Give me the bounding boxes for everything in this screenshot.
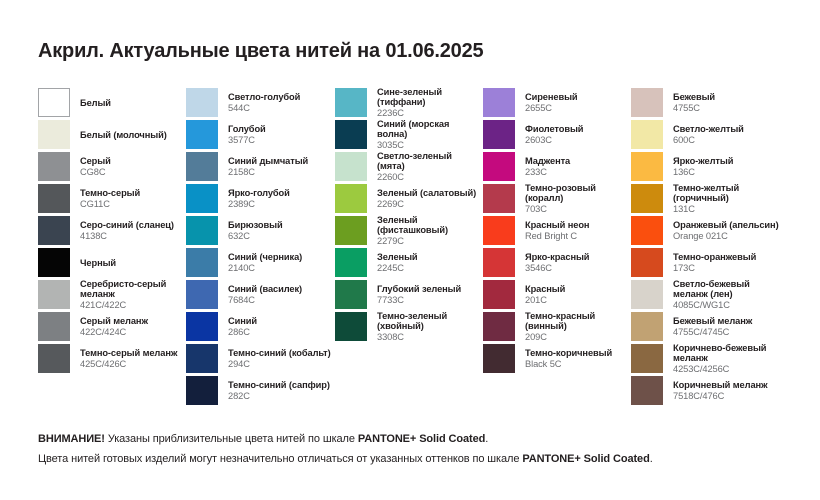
color-code: 632C xyxy=(228,231,250,242)
color-label xyxy=(673,124,779,146)
color-label xyxy=(525,311,629,343)
color-swatch xyxy=(186,120,218,149)
color-label xyxy=(525,284,629,306)
color-code: 173C xyxy=(673,263,695,274)
color-code: 209C xyxy=(525,332,547,343)
color-name: Синий (морская волна) xyxy=(377,118,450,139)
color-label xyxy=(377,215,481,247)
color-code: 4085C/WG1C xyxy=(673,300,730,311)
color-name: Темно-зеленый (хвойный) xyxy=(377,310,448,331)
color-row xyxy=(631,248,779,277)
color-code: 3577C xyxy=(228,135,255,146)
color-code: 421C/422C xyxy=(80,300,127,311)
color-code: CG11C xyxy=(80,199,110,210)
color-swatch xyxy=(186,88,218,117)
footer-line-2 xyxy=(38,450,798,470)
color-label xyxy=(80,220,184,242)
color-label xyxy=(228,124,332,146)
color-label xyxy=(673,92,779,114)
footer-text-segment: Цвета нитей готовых изделий могут незначительно отличаться от указанных оттенков по шкале xyxy=(38,452,523,465)
color-swatch xyxy=(335,280,367,309)
color-swatch xyxy=(483,152,515,181)
color-row xyxy=(186,344,334,373)
color-label xyxy=(80,188,184,210)
color-name: Серый меланж xyxy=(80,315,148,326)
color-code: CG8C xyxy=(80,167,106,178)
color-code: 7684C xyxy=(228,295,255,306)
color-row xyxy=(483,216,631,245)
color-label xyxy=(228,92,332,114)
color-name: Серебристо-серый меланж xyxy=(80,278,167,299)
color-swatch xyxy=(483,216,515,245)
footer-text-segment: Указаны приблизительные цвета нитей по шкале xyxy=(104,433,358,445)
color-row xyxy=(186,152,334,181)
color-label xyxy=(80,130,184,140)
color-label xyxy=(228,380,332,402)
color-code: 2655C xyxy=(525,103,552,114)
color-row xyxy=(335,312,483,341)
color-swatch xyxy=(335,152,367,181)
color-code: 3035C xyxy=(377,140,404,151)
color-swatch xyxy=(38,344,70,373)
color-name: Оранжевый (апельсин) xyxy=(673,219,779,230)
footer-text-segment: PANTONE+ Solid Coated xyxy=(357,433,486,445)
color-row xyxy=(631,152,779,181)
color-label xyxy=(673,252,779,274)
color-label xyxy=(673,220,779,242)
color-name: Коричнево-бежевый меланж xyxy=(673,342,767,363)
color-label xyxy=(673,156,779,178)
color-row xyxy=(38,120,186,149)
color-row xyxy=(335,280,483,309)
color-row xyxy=(483,120,631,149)
color-row xyxy=(483,280,631,309)
color-code: 425C/426C xyxy=(80,359,127,370)
color-swatch xyxy=(631,88,663,117)
color-name: Светло-зеленый (мята) xyxy=(377,150,452,171)
color-swatch xyxy=(631,280,663,309)
color-swatch xyxy=(335,88,367,117)
color-label xyxy=(673,279,779,311)
color-row xyxy=(335,152,483,181)
color-label xyxy=(377,87,481,119)
color-label xyxy=(228,316,332,338)
color-label xyxy=(525,348,629,370)
color-swatch xyxy=(186,152,218,181)
color-name: Красный неон xyxy=(525,219,590,230)
color-code: 2279C xyxy=(377,236,404,247)
color-swatch xyxy=(483,280,515,309)
color-name: Фиолетовый xyxy=(525,123,584,134)
color-label xyxy=(80,348,184,370)
color-swatch xyxy=(631,376,663,405)
color-row xyxy=(38,312,186,341)
footer-note xyxy=(38,430,798,469)
color-label xyxy=(377,311,481,343)
color-swatch xyxy=(335,120,367,149)
color-row xyxy=(38,88,186,117)
color-row xyxy=(186,184,334,213)
color-name: Глубокий зеленый xyxy=(377,283,462,294)
color-swatch xyxy=(335,216,367,245)
color-name: Бирюзовый xyxy=(228,219,283,230)
color-row xyxy=(631,120,779,149)
color-row xyxy=(631,88,779,117)
color-label xyxy=(80,156,184,178)
color-code: 2140C xyxy=(228,263,255,274)
color-code: 544C xyxy=(228,103,250,114)
color-name: Голубой xyxy=(228,123,266,134)
color-name: Белый xyxy=(80,97,111,108)
color-code: 4138C xyxy=(80,231,107,242)
color-label xyxy=(80,279,184,311)
color-label xyxy=(525,124,629,146)
color-swatch xyxy=(186,280,218,309)
color-swatch xyxy=(38,312,70,341)
color-label xyxy=(673,380,779,402)
color-swatch xyxy=(483,120,515,149)
color-name: Темно-красный (винный) xyxy=(525,310,596,331)
color-code: 201C xyxy=(525,295,547,306)
color-swatch xyxy=(631,344,663,373)
color-name: Темно-коричневый xyxy=(525,347,613,358)
color-row xyxy=(335,88,483,117)
color-code: 7518C/476C xyxy=(673,391,725,402)
color-label xyxy=(377,119,481,151)
color-code: 703C xyxy=(525,204,547,215)
color-name: Черный xyxy=(80,257,117,268)
color-code: 286C xyxy=(228,327,250,338)
footer-text-segment: . xyxy=(485,433,489,445)
color-swatch xyxy=(38,280,70,309)
color-name: Светло-бежевый меланж (лен) xyxy=(673,278,750,299)
color-code: 2245C xyxy=(377,263,404,274)
color-label xyxy=(228,188,332,210)
color-name: Темно-серый меланж xyxy=(80,347,178,358)
color-swatch xyxy=(38,152,70,181)
color-label xyxy=(377,252,481,274)
color-row xyxy=(335,248,483,277)
color-label xyxy=(228,252,332,274)
color-name: Ярко-голубой xyxy=(228,187,290,198)
color-name: Ярко-красный xyxy=(525,251,590,262)
color-swatch xyxy=(631,120,663,149)
color-label xyxy=(80,258,184,268)
color-name: Бежевый xyxy=(673,91,716,102)
color-row xyxy=(186,88,334,117)
color-name: Серо-синий (сланец) xyxy=(80,219,174,230)
color-row xyxy=(38,152,186,181)
color-label xyxy=(673,183,779,215)
color-swatch xyxy=(186,312,218,341)
color-row xyxy=(38,344,186,373)
color-swatch xyxy=(335,184,367,213)
color-code: Red Bright C xyxy=(525,231,578,242)
color-row xyxy=(631,216,779,245)
color-swatch xyxy=(631,312,663,341)
color-label xyxy=(228,220,332,242)
color-label xyxy=(525,92,629,114)
color-row xyxy=(631,280,779,309)
color-row xyxy=(631,376,779,405)
color-code: 2236C xyxy=(377,108,404,119)
footer-text-segment: ВНИМАНИЕ! xyxy=(38,433,105,445)
color-name: Ярко-желтый xyxy=(673,155,734,166)
color-swatch xyxy=(483,312,515,341)
color-label xyxy=(525,220,629,242)
color-row xyxy=(38,216,186,245)
color-label xyxy=(228,284,332,306)
color-column xyxy=(631,88,779,408)
color-label xyxy=(525,252,629,274)
color-row xyxy=(335,184,483,213)
color-code: 2389C xyxy=(228,199,255,210)
color-code: 4755C xyxy=(673,103,700,114)
color-row xyxy=(483,152,631,181)
color-swatch xyxy=(186,216,218,245)
color-row xyxy=(186,376,334,405)
color-label xyxy=(80,316,184,338)
color-code: Orange 021C xyxy=(673,231,728,242)
color-name: Зеленый (салатовый) xyxy=(377,187,477,198)
color-name: Светло-голубой xyxy=(228,91,301,102)
color-swatch xyxy=(335,312,367,341)
color-name: Бежевый меланж xyxy=(673,315,753,326)
color-row xyxy=(335,216,483,245)
color-swatch xyxy=(631,152,663,181)
color-name: Темно-синий (кобальт) xyxy=(228,347,331,358)
color-label xyxy=(673,343,779,375)
color-swatch xyxy=(186,248,218,277)
color-name: Синий xyxy=(228,315,257,326)
color-row xyxy=(186,280,334,309)
color-row xyxy=(483,312,631,341)
color-name: Синий (василек) xyxy=(228,283,303,294)
color-swatch xyxy=(38,184,70,213)
color-code: 2269C xyxy=(377,199,404,210)
color-code: 2158C xyxy=(228,167,255,178)
color-swatch xyxy=(335,248,367,277)
color-row xyxy=(483,248,631,277)
color-swatch xyxy=(186,376,218,405)
color-row xyxy=(335,120,483,149)
color-code: 4253C/4256C xyxy=(673,364,730,375)
color-name: Зеленый xyxy=(377,251,418,262)
footer-text-segment: . xyxy=(649,452,653,465)
color-name: Белый (молочный) xyxy=(80,129,167,140)
color-name: Маджента xyxy=(525,155,571,166)
page-title: Акрил. Актуальные цвета нитей на 01.06.2025 xyxy=(38,40,484,62)
color-name: Коричневый меланж xyxy=(673,379,768,390)
color-code: 3308C xyxy=(377,332,404,343)
color-code: Black 5C xyxy=(525,359,562,370)
color-code: 3546C xyxy=(525,263,552,274)
color-row xyxy=(483,88,631,117)
color-name: Темно-серый xyxy=(80,187,141,198)
color-row xyxy=(631,184,779,213)
color-code: 2260C xyxy=(377,172,404,183)
color-row xyxy=(38,248,186,277)
color-row xyxy=(38,280,186,309)
color-swatch xyxy=(631,248,663,277)
color-name: Темно-оранжевый xyxy=(673,251,757,262)
color-label xyxy=(377,284,481,306)
color-name: Темно-синий (сапфир) xyxy=(228,379,330,390)
color-label xyxy=(525,183,629,215)
color-name: Серый xyxy=(80,155,111,166)
color-swatch xyxy=(631,216,663,245)
color-row xyxy=(483,184,631,213)
color-name: Синий (черника) xyxy=(228,251,303,262)
color-row xyxy=(186,248,334,277)
color-row xyxy=(186,312,334,341)
color-row xyxy=(631,312,779,341)
color-name: Темно-желтый (горчичный) xyxy=(673,182,740,203)
color-code: 7733C xyxy=(377,295,404,306)
color-row xyxy=(38,184,186,213)
color-code: 282C xyxy=(228,391,250,402)
color-swatch xyxy=(483,344,515,373)
color-column xyxy=(335,88,483,344)
color-code: 2603C xyxy=(525,135,552,146)
color-code: 233C xyxy=(525,167,547,178)
color-swatch xyxy=(483,184,515,213)
color-name: Зеленый (фисташковый) xyxy=(377,214,448,235)
color-swatch xyxy=(186,184,218,213)
footer-line-1 xyxy=(38,430,798,450)
color-swatch xyxy=(631,184,663,213)
color-code: 131C xyxy=(673,204,695,215)
color-label xyxy=(228,156,332,178)
color-row xyxy=(631,344,779,373)
color-code: 294C xyxy=(228,359,250,370)
color-swatch xyxy=(38,248,70,277)
color-swatch xyxy=(483,248,515,277)
color-code: 136C xyxy=(673,167,695,178)
color-code: 422C/424C xyxy=(80,327,127,338)
color-column xyxy=(483,88,631,376)
color-row xyxy=(186,120,334,149)
footer-text-segment: PANTONE+ Solid Coated xyxy=(522,452,650,465)
color-label xyxy=(377,188,481,210)
color-label xyxy=(80,98,184,108)
color-swatch xyxy=(38,120,70,149)
color-column xyxy=(38,88,186,376)
color-label xyxy=(673,316,779,338)
color-name: Сиреневый xyxy=(525,91,578,102)
color-swatch xyxy=(483,88,515,117)
color-row xyxy=(186,216,334,245)
color-label xyxy=(228,348,332,370)
color-code: 4755C/4745C xyxy=(673,327,730,338)
color-name: Темно-розовый (коралл) xyxy=(525,182,596,203)
color-name: Красный xyxy=(525,283,566,294)
color-swatch xyxy=(38,216,70,245)
color-name: Синий дымчатый xyxy=(228,155,309,166)
color-code: 600C xyxy=(673,135,695,146)
color-label xyxy=(377,151,481,183)
color-swatch xyxy=(38,88,70,117)
color-name: Светло-желтый xyxy=(673,123,744,134)
color-row xyxy=(483,344,631,373)
color-swatch xyxy=(186,344,218,373)
color-column xyxy=(186,88,334,408)
color-name: Сине-зеленый (тиффани) xyxy=(377,86,443,107)
color-label xyxy=(525,156,629,178)
